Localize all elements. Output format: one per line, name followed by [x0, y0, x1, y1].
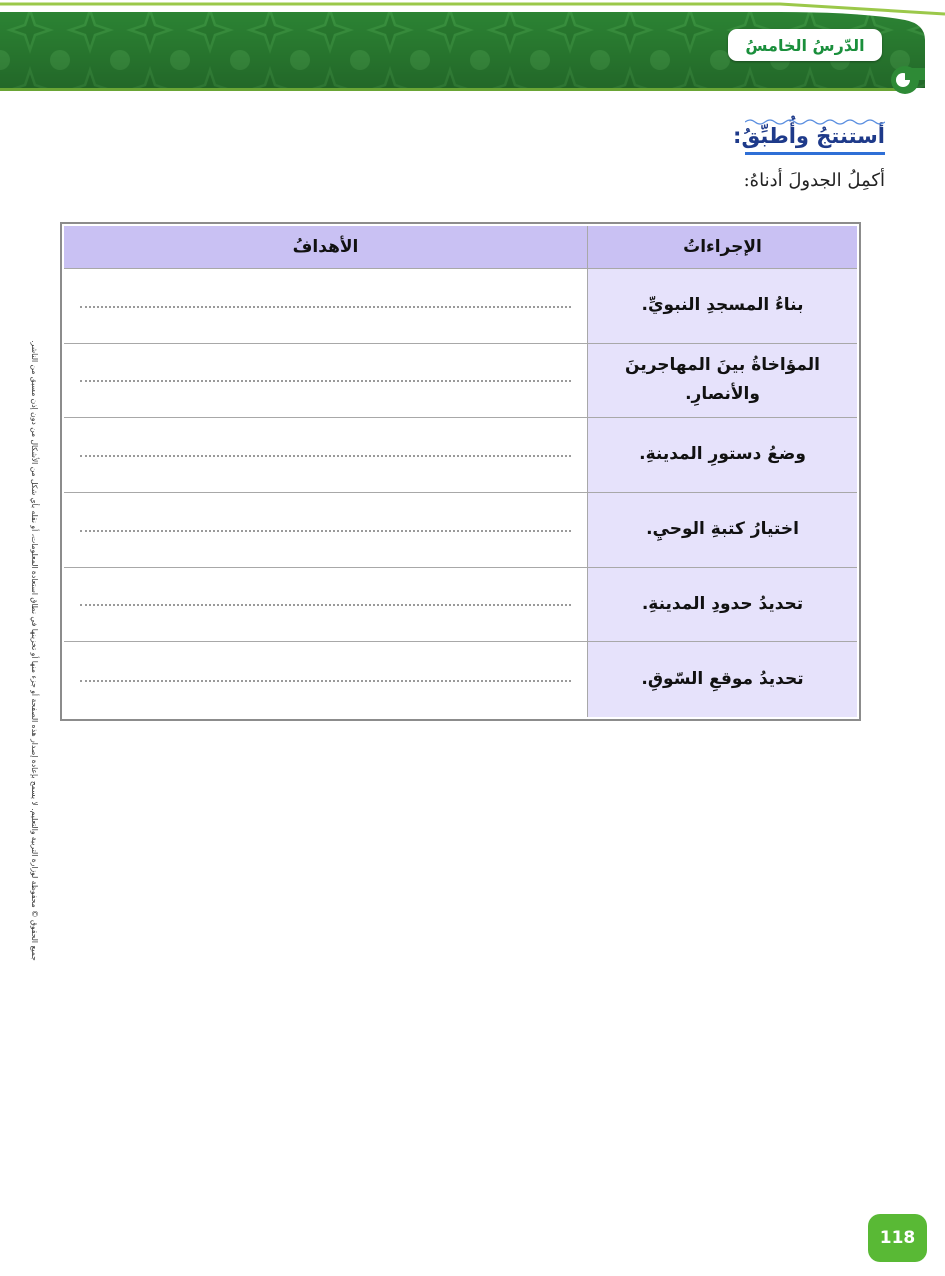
- answer-dotted-line: [80, 680, 571, 682]
- answer-dotted-line: [80, 530, 571, 532]
- instruction-text: أكمِلُ الجدولَ أدناهُ:: [743, 170, 885, 191]
- header-goals: الأهدافُ: [64, 226, 587, 269]
- answer-dotted-line: [80, 455, 571, 457]
- procedure-cell: تحديدُ حدودِ المدينةِ.: [587, 568, 857, 643]
- goal-answer-field[interactable]: [64, 642, 587, 717]
- procedure-cell: تحديدُ موقعِ السّوقِ.: [587, 642, 857, 717]
- procedures-goals-table: [60, 222, 861, 721]
- page-number: 118: [868, 1214, 927, 1262]
- answer-dotted-line: [80, 604, 571, 606]
- goal-answer-field[interactable]: [64, 344, 587, 419]
- title-wave-decoration: [745, 118, 885, 126]
- goal-answer-field[interactable]: [64, 568, 587, 643]
- title-underline: [745, 152, 885, 155]
- header-banner: [0, 0, 945, 100]
- goal-answer-field[interactable]: [64, 269, 587, 344]
- copyright-notice: جميع الحقوق © محفوظة لوزارة التربية والتعليم. لا يسمح بإعادة إصدار هذه الصفحة أو جزء منها أو تخزينها في نطاق استعادة المعلومات، أو نقله بأي شكل من الأشكال من دون إذن مسبق من الناشر.: [30, 340, 39, 961]
- goal-answer-field[interactable]: [64, 493, 587, 568]
- procedure-cell: وضعُ دستورِ المدينةِ.: [587, 418, 857, 493]
- answer-dotted-line: [80, 380, 571, 382]
- header-procedures: الإجراءاتُ: [587, 226, 857, 269]
- answer-dotted-line: [80, 306, 571, 308]
- table-grid: [64, 226, 857, 717]
- goal-answer-field[interactable]: [64, 418, 587, 493]
- procedure-cell: بناءُ المسجدِ النبويِّ.: [587, 269, 857, 344]
- procedure-cell: المؤاخاةُ بينَ المهاجرينَ والأنصارِ.: [587, 344, 857, 419]
- section-title-text: أستنتجُ وأُطبِّقُ:: [733, 124, 885, 148]
- procedure-cell: اختيارُ كتبةِ الوحيِ.: [587, 493, 857, 568]
- lesson-label: الدّرسُ الخامسُ: [728, 29, 882, 61]
- section-title: [685, 118, 885, 158]
